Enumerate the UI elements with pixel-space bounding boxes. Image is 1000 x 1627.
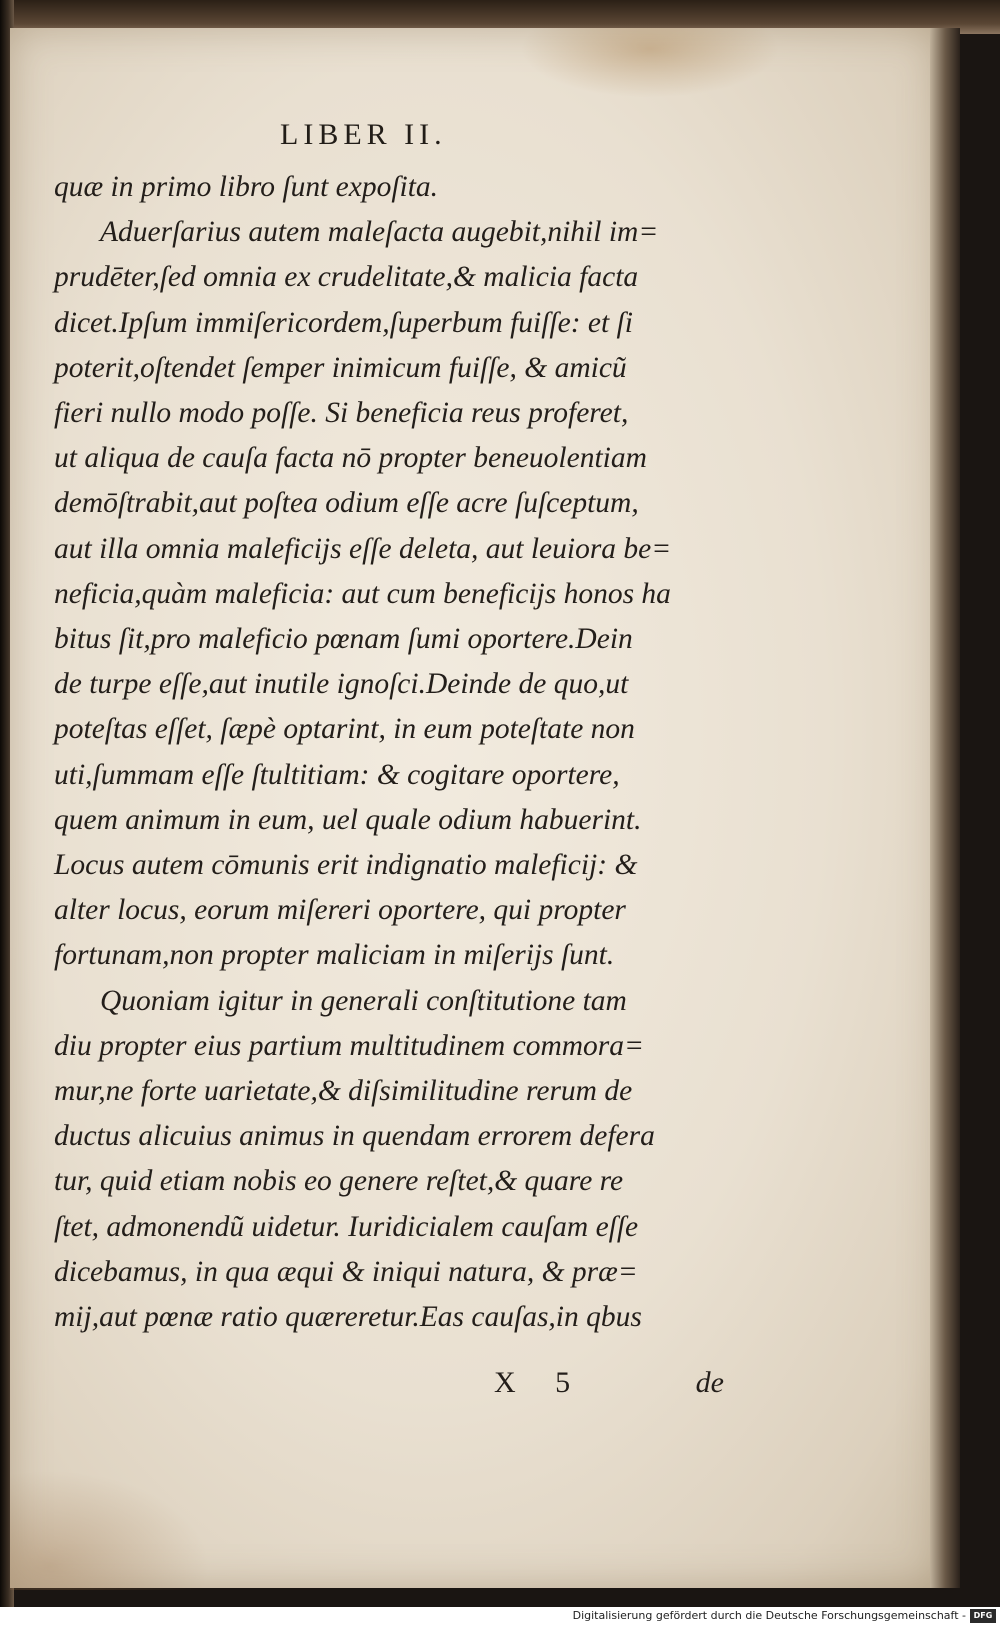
running-head: LIBER II.	[280, 118, 447, 151]
text-line: mij,aut pœnæ ratio quæreretur.Eas cauſas,in qbus	[54, 1301, 642, 1334]
text-line: uti,ſummam eſſe ſtultitiam: & cogitare oportere,	[54, 758, 620, 791]
text-line: neficia,quàm maleficia: aut cum beneficijs honos ha	[54, 577, 671, 610]
paper-stain-bottom	[10, 1470, 210, 1590]
text-line: tur, quid etiam nobis eo genere reſtet,& quare re	[54, 1165, 624, 1198]
text-line: diu propter eius partium multitudinem commora=	[54, 1029, 644, 1062]
text-line: fortunam,non propter maliciam in miſerijs ſunt.	[54, 939, 615, 972]
text-line: quæ in primo libro ſunt expoſita.	[54, 171, 439, 203]
text-line: ductus alicuius animus in quendam errorem defera	[54, 1120, 655, 1153]
text-line: Locus autem cōmunis erit indignatio maleficij: &	[54, 849, 638, 882]
text-line: Aduerſarius autem maleſacta augebit,nihil im=	[100, 216, 659, 249]
dfg-logo: DFG	[970, 1609, 996, 1623]
text-line: prudēter,ſed omnia ex crudelitate,& malicia facta	[54, 261, 639, 294]
text-line: alter locus, eorum miſereri oportere, qui propter	[54, 894, 626, 927]
text-line: ſtet, admonendũ uidetur. Iuridicialem cauſam eſſe	[54, 1210, 639, 1243]
text-line: fieri nullo modo poſſe. Si beneficia reus proferet,	[54, 397, 629, 430]
page-foot-line	[54, 1366, 724, 1410]
text-line: dicet.Ipſum immiſericordem,ſuperbum fuiſſe: et ſi	[54, 306, 633, 339]
text-line: poterit,oſtendet ſemper inimicum fuiſſe, & amicũ	[54, 351, 627, 384]
text-line: demōſtrabit,aut poſtea odium eſſe acre ſuſceptum,	[54, 487, 639, 520]
catchword: de	[695, 1366, 724, 1399]
text-line: bitus ſit,pro maleficio pœnam ſumi oportere.Dein	[54, 623, 633, 656]
text-line: ut aliqua de cauſa facta nō propter beneuolentiam	[54, 442, 647, 475]
text-line: poteſtas eſſet, ſæpè optarint, in eum poteſtate non	[54, 713, 635, 746]
signature-mark: X 5	[494, 1366, 587, 1399]
text-line: dicebamus, in qua æqui & iniqui natura, & præ=	[54, 1255, 638, 1288]
text-line: mur,ne forte uarietate,& diſsimilitudine rerum de	[54, 1075, 633, 1108]
text-line: quem animum in eum, uel quale odium habuerint.	[54, 803, 642, 836]
funding-credit: Digitalisierung gefördert durch die Deutsche Forschungsgemeinschaft -	[572, 1609, 966, 1622]
text-line: Quoniam igitur in generali conſtitutione tam	[100, 984, 627, 1017]
digitization-footer	[0, 1607, 1000, 1627]
text-line: aut illa omnia maleficijs eſſe deleta, aut leuiora be=	[54, 532, 672, 565]
paper-stain-top	[520, 28, 780, 98]
text-block	[54, 165, 724, 1340]
page-gutter-shadow	[930, 28, 960, 1588]
text-line: de turpe eſſe,aut inutile ignoſci.Deinde de quo,ut	[54, 668, 629, 701]
